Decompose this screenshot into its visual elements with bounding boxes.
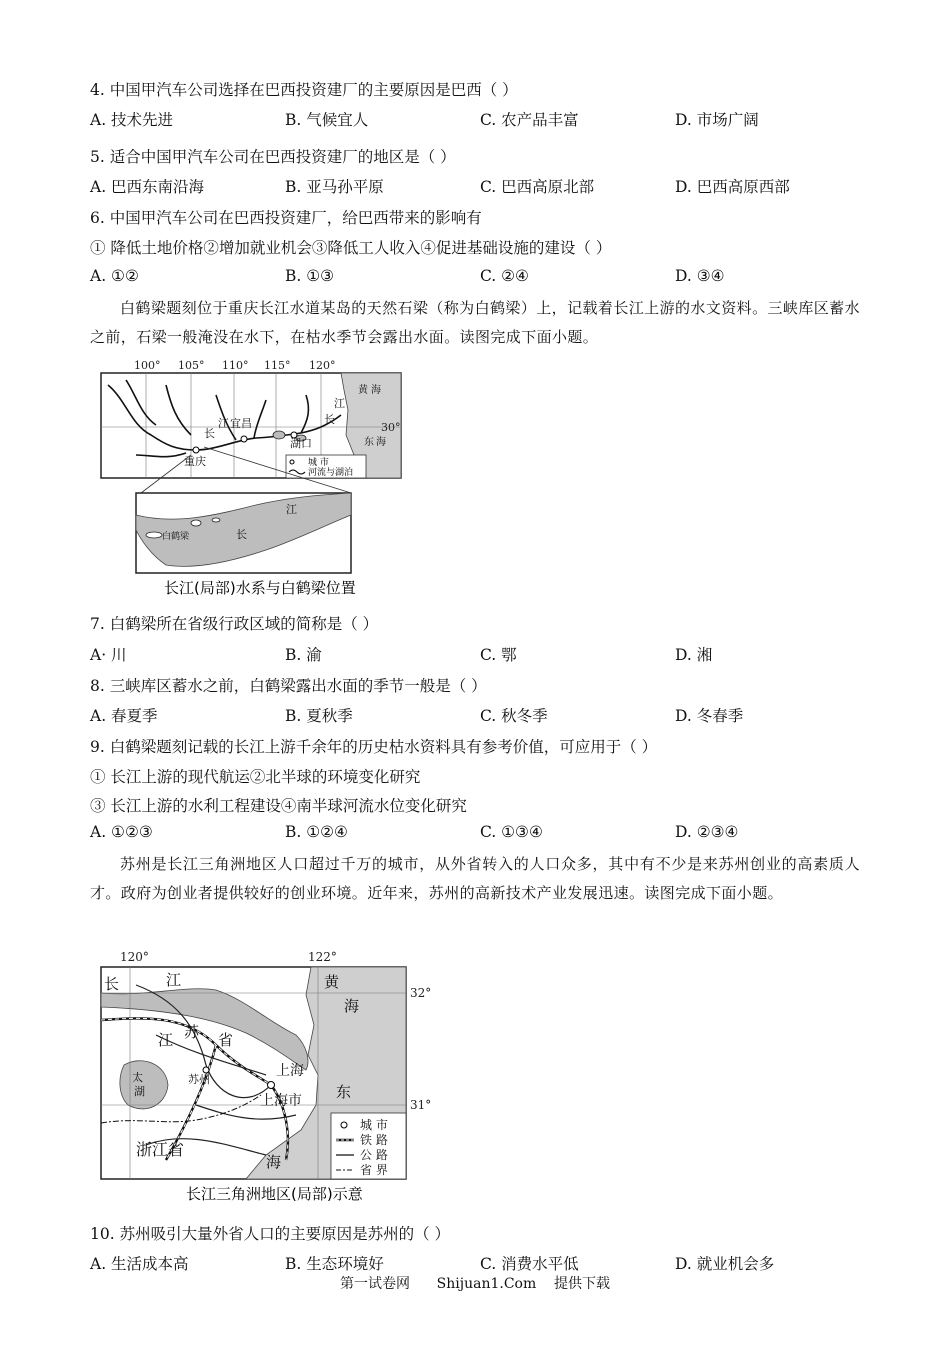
q4-option-d: D. 市场广阔 <box>675 111 759 129</box>
inset-label-jiang: 江 <box>286 503 297 516</box>
label-hai-3: 海 <box>266 1153 282 1171</box>
q10-option-d: D. 就业机会多 <box>675 1255 775 1273</box>
q9-items-1: ① 长江上游的现代航运②北半球的环境变化研究 <box>90 768 421 786</box>
legend-city-delta: 城 市 <box>360 1118 388 1132</box>
label-river-chang-1: 长 <box>204 427 215 440</box>
q9-option-c: C. ①③④ <box>480 823 543 841</box>
label-jiang: 江 <box>166 971 182 989</box>
legend-river-lake: 河流与湖泊 <box>308 468 354 478</box>
label-hai-2: 海 <box>344 997 360 1015</box>
lon-label-122: 122° <box>308 950 337 964</box>
page-footer: 第一试卷网 Shijuan1.Com 提供下载 <box>339 1276 611 1292</box>
label-hukou: 湖口 <box>290 437 312 450</box>
label-tai: 太 <box>132 1071 143 1084</box>
label-sheng: 省 <box>218 1031 234 1049</box>
q7-stem: 7. 白鹤梁所在省级行政区域的简称是（ ） <box>90 615 379 633</box>
lon-label-100: 100° <box>134 359 161 372</box>
label-yichang: 宜昌 <box>230 417 252 430</box>
map-delta-svg <box>96 945 441 1207</box>
map-yangtze-delta <box>96 945 441 1207</box>
q6-option-b: B. ①③ <box>285 267 335 285</box>
lon-label-110: 110° <box>222 359 249 372</box>
label-chang: 长 <box>104 975 120 993</box>
q9-options <box>90 823 870 841</box>
q9-option-a: A. ①②③ <box>90 823 153 841</box>
q6-option-a: A. ①② <box>90 267 139 285</box>
q4-option-a: A. 技术先进 <box>90 111 174 129</box>
lon-label-105: 105° <box>178 359 205 372</box>
q9-option-b: B. ①②④ <box>285 823 348 841</box>
q8-option-c: C. 秋冬季 <box>480 707 548 725</box>
q7-option-b: B. 渝 <box>285 646 322 664</box>
q10-stem: 10. 苏州吸引大量外省人口的主要原因是苏州的（ ） <box>90 1225 451 1243</box>
label-shanghaishi: 上海市 <box>260 1093 302 1109</box>
q8-option-d: D. 冬春季 <box>675 707 744 725</box>
q5-option-a: A. 巴西东南沿海 <box>90 178 205 196</box>
lat-label-31: 31° <box>410 1098 432 1112</box>
label-river-jiang-2: 江 <box>334 397 345 410</box>
q7-option-c: C. 鄂 <box>480 646 517 664</box>
inset-label-chang: 长 <box>236 528 247 541</box>
label-zhejiang: 浙江省 <box>136 1140 185 1159</box>
inset-label-baiheliang: 白鹤梁 <box>162 532 190 542</box>
q4-option-b: B. 气候宜人 <box>285 111 369 129</box>
label-river-chang-2: 长 <box>324 413 335 426</box>
passage-baiheliang: 白鹤梁题刻位于重庆长江水道某岛的天然石梁（称为白鹤梁）上，记载着长江上游的水文资料。三峡库区蓄水之前，石梁一般淹没在水下，在枯水季节会露出水面。读图完成下面小题。 <box>90 299 860 346</box>
label-sea-dong: 东 <box>364 437 374 448</box>
q8-option-b: B. 夏秋季 <box>285 707 353 725</box>
label-su: 苏 <box>184 1023 200 1041</box>
q8-stem: 8. 三峡库区蓄水之前，白鹤梁露出水面的季节一般是（ ） <box>90 677 487 695</box>
label-hai: 海 <box>290 1063 304 1079</box>
lon-label-115: 115° <box>264 359 291 372</box>
q5-options <box>90 175 870 197</box>
legend-city: 城 市 <box>308 458 329 468</box>
label-jiang-2: 江 <box>158 1031 174 1049</box>
q5-option-d: D. 巴西高原西部 <box>675 178 790 196</box>
lon-label-120: 120° <box>309 359 336 372</box>
q9-option-d: D. ②③④ <box>675 823 739 841</box>
map2-caption: 长江三角洲地区(局部)示意 <box>186 1185 363 1203</box>
q8-options <box>90 704 870 726</box>
q7-options <box>90 643 870 665</box>
map-yangtze-svg <box>96 355 406 600</box>
q6-options <box>90 267 870 285</box>
legend-railway: 铁 路 <box>360 1133 388 1147</box>
q9-items-2: ③ 长江上游的水利工程建设④南半球河流水位变化研究 <box>90 797 467 815</box>
q10-options <box>90 1252 870 1274</box>
legend-highway: 公 路 <box>360 1148 388 1162</box>
lon-label-120-delta: 120° <box>120 950 149 964</box>
q4-option-c: C. 农产品丰富 <box>480 111 579 129</box>
q10-option-b: B. 生态环境好 <box>285 1255 384 1273</box>
label-suzhou: 苏州 <box>188 1073 210 1086</box>
q8-option-a: A. 春夏季 <box>90 707 158 725</box>
lat-label-30: 30° <box>381 421 401 434</box>
q4-stem: 4. 中国甲汽车公司选择在巴西投资建厂的主要原因是巴西（ ） <box>90 81 518 99</box>
label-hu: 湖 <box>134 1085 145 1098</box>
q6-option-c: C. ②④ <box>480 267 529 285</box>
q9-stem: 9. 白鹤梁题刻记载的长江上游千余年的历史枯水资料具有参考价值，可应用于（ ） <box>90 738 658 756</box>
map-yangtze-baiheliang <box>96 355 406 600</box>
q7-option-a: A· 川 <box>90 646 127 664</box>
q5-option-b: B. 亚马孙平原 <box>285 178 384 196</box>
label-sea-hai-1: 海 <box>371 385 381 396</box>
label-sea-huang: 黄 <box>358 385 368 396</box>
q6-stem: 6. 中国甲汽车公司在巴西投资建厂，给巴西带来的影响有 <box>90 209 482 227</box>
map1-caption: 长江(局部)水系与白鹤梁位置 <box>164 579 356 597</box>
passage-suzhou: 苏州是长江三角洲地区人口超过千万的城市，从外省转入的人口众多，其中有不少是来苏州创业的高素质人才。政府为创业者提供较好的创业环境。近年来，苏州的高新技术产业发展迅速。读图完成下面小题。 <box>90 855 860 902</box>
q6-items: ① 降低土地价格②增加就业机会③降低工人收入④促进基础设施的建设（ ） <box>90 239 612 257</box>
label-chongqing: 重庆 <box>184 455 206 468</box>
q10-option-c: C. 消费水平低 <box>480 1255 579 1273</box>
q5-stem: 5. 适合中国甲汽车公司在巴西投资建厂的地区是（ ） <box>90 148 456 166</box>
q5-option-c: C. 巴西高原北部 <box>480 178 595 196</box>
q10-option-a: A. 生活成本高 <box>90 1255 189 1273</box>
label-river-jiang-1: 江 <box>218 417 229 430</box>
label-huang: 黄 <box>324 973 340 991</box>
label-dong: 东 <box>336 1083 352 1101</box>
legend-province-boundary: 省 界 <box>360 1163 388 1177</box>
label-sea-hai-2: 海 <box>376 437 386 448</box>
q6-option-d: D. ③④ <box>675 267 725 285</box>
label-shang: 上 <box>276 1063 290 1079</box>
q7-option-d: D. 湘 <box>675 646 713 664</box>
q4-options <box>90 108 870 130</box>
lat-label-32: 32° <box>410 986 432 1000</box>
